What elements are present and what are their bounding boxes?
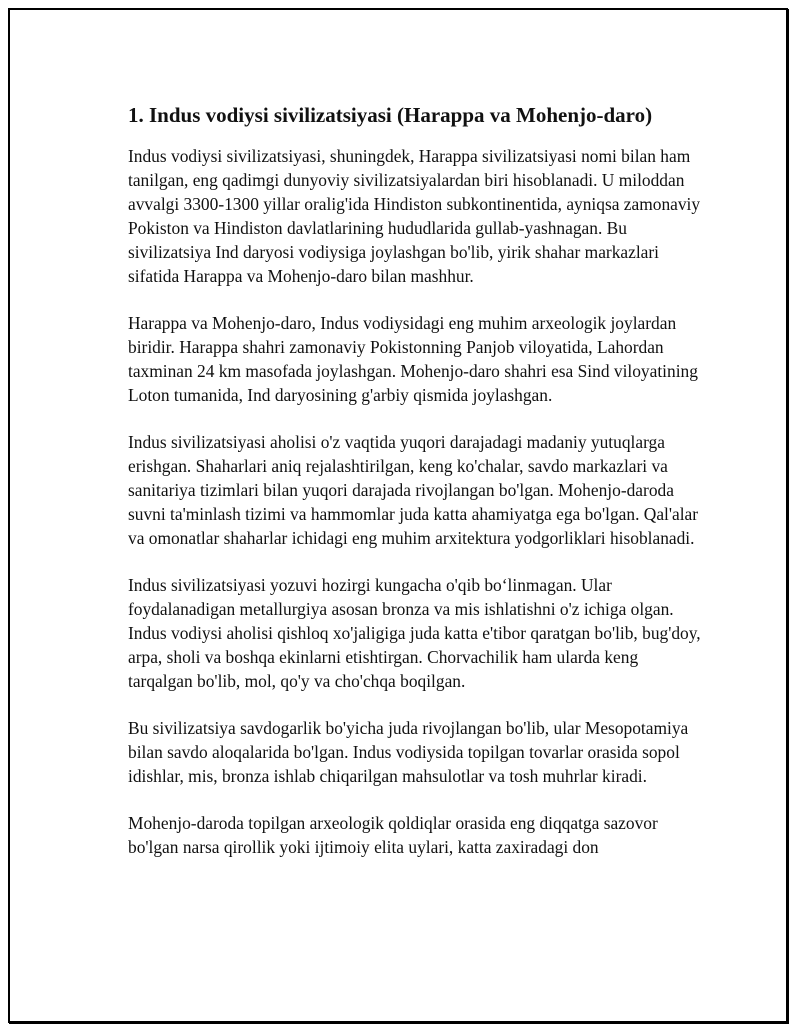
paragraph-trade: Bu sivilizatsiya savdogarlik bo'yicha juda rivojlangan bo'lib, ular Mesopotamiya bilan savdo aloqalarida bo'lgan. Indus vodiysida topilgan tovarlar orasida sopol idishlar, mis, bronza ishlab chiqarilgan mahsulotlar va tosh muhrlar kiradi. — [128, 718, 689, 786]
paragraph-sites: Harappa va Mohenjo-daro, Indus vodiysidagi eng muhim arxeologik joylardan biridir. Harappa shahri zamonaviy Pokistonning Panjob viloyatida, Lahordan taxminan 24 km masofada joylashgan. Mohenjo-daro shahri esa Sind viloyatining Loton tumanida, Ind daryosining g'arbiy qismida joylashgan. — [128, 313, 698, 405]
paragraph-writing-agriculture: Indus sivilizatsiyasi yozuvi hozirgi kungacha o'qib bo‘linmagan. Ular foydalanadigan metallurgiya asosan bronza va mis ishlatishni o'z ichiga olgan. Indus vodiysi aholisi qishloq xo'jaligiga juda katta e'tibor qaratgan bo'lib, bug'doy, arpa, sholi va boshqa ekinlarni etishtirgan. Chorvachilik ham ularda keng tarqalgan bo'lib, mol, qo'y va cho'chqa boqilgan. — [128, 575, 701, 691]
paragraph-archaeology: Mohenjo-daroda topilgan arxeologik qoldiqlar orasida eng diqqatga sazovor bo'lgan narsa qirollik yoki ijtimoiy elita uylari, katta zaxiradagi don — [128, 813, 658, 857]
section-heading: 1. Indus vodiysi sivilizatsiyasi (Harappa va Mohenjo-daro) — [128, 103, 653, 127]
page-frame — [8, 8, 788, 1023]
paragraph-intro: Indus vodiysi sivilizatsiyasi, shuningdek, Harappa sivilizatsiyasi nomi bilan ham tanilgan, eng qadimgi dunyoviy sivilizatsiyalardan biri hisoblanadi. U miloddan avvalgi 3300-1300 yillar oralig'ida Hindiston subkontinentida, ayniqsa zamonaviy Pokiston va Hindiston davlatlarining hududlarida gullab-yashnagan. Bu sivilizatsiya Ind daryosi vodiysiga joylashgan bo'lib, yirik shahar markazlari sifatida Harappa va Mohenjo-daro bilan mashhur. — [128, 146, 701, 286]
paragraph-culture: Indus sivilizatsiyasi aholisi o'z vaqtida yuqori darajadagi madaniy yutuqlarga erishgan. Shaharlari aniq rejalashtirilgan, keng ko'chalar, savdo markazlari va sanitariya tizimlari bilan yuqori darajada rivojlangan bo'lgan. Mohenjo-daroda suvni ta'minlash tizimi va hammomlar juda katta ahamiyatga ega bo'lgan. Qal'alar va omonatlar shaharlar ichidagi eng muhim arxitektura yodgorliklari hisoblanadi. — [128, 432, 699, 548]
document-body — [128, 100, 703, 882]
